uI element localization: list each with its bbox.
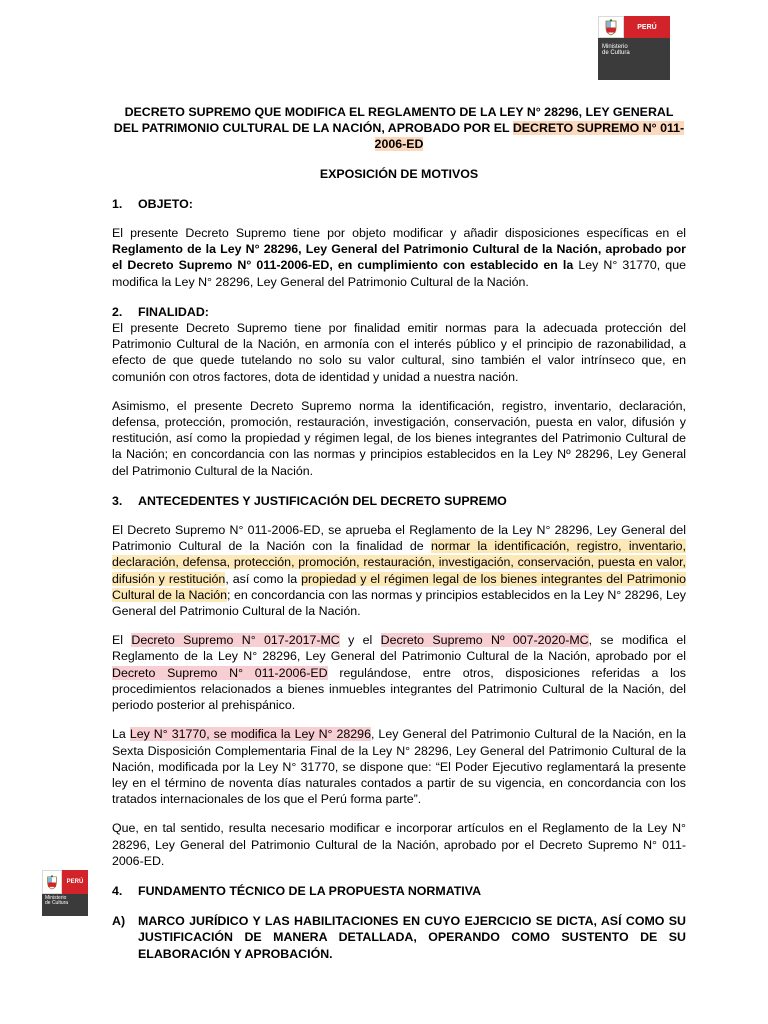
highlighted-decree: Decreto Supremo N° 011-2006-ED	[112, 665, 328, 680]
section-finalidad-paragraph-1: El presente Decreto Supremo tiene por finalidad emitir normas para la adecuada protección del Patrimonio Cultural de la Nación, en armonía con el interés público y el principio de razonabilidad, a efecto de que quede tutelando no solo su valor cultural, sino también el valor intrínseco que, en comunión con otros factores, dota de identidad y unidad a nuestra nación.	[112, 321, 686, 384]
section-antecedentes-paragraph-2: El Decreto Supremo N° 017-2017-MC y el Decreto Supremo Nº 007-2020-MC, se modifica el Reglamento de la Ley N° 28296, Ley General del Patrimonio Cultural de la Nación, aprobado por el Decreto Supremo N° 011-2006-ED regulándose, entre otros, disposiciones referidas a los procedimientos relacionados a bienes inmuebles integrantes del Patrimonio Cultural de la Nación, del periodo posterior al prehispánico.	[112, 633, 686, 713]
section-heading-antecedentes: 3. ANTECEDENTES Y JUSTIFICACIÓN DEL DECRETO SUPREMO	[112, 493, 507, 508]
section-objeto-paragraph: El presente Decreto Supremo tiene por objeto modificar y añadir disposiciones específicas en el Reglamento de la Ley N° 28296, Ley General del Patrimonio Cultural de la Nación, aprobado por el Decreto Supremo N° 011-2006-ED, en cumplimiento con establecido en la Ley N° 31770, que modifica la Ley N° 28296, Ley General del Patrimonio Cultural de la Nación.	[112, 226, 686, 289]
section-antecedentes-paragraph-3: La Ley N° 31770, se modifica la Ley N° 28296, Ley General del Patrimonio Cultural de la Nación, en la Sexta Disposición Complementaria Final de la Ley N° 28296, Ley General del Patrimonio Cultural de la Nación, modificada por la Ley N° 31770, se dispone que: “El Poder Ejecutivo reglamentará la presente ley en el término de noventa días naturales contados a partir de su vigencia, en concordancia con los tratados internacionales de los que el Perú forma parte”.	[112, 727, 686, 807]
highlighted-decree: Decreto Supremo N° 017-2017-MC	[131, 633, 340, 648]
ministerio-cultura-logo	[598, 16, 670, 57]
section-heading-fundamento: 4. FUNDAMENTO TÉCNICO DE LA PROPUESTA NORMATIVA	[112, 883, 482, 898]
document-body	[112, 104, 686, 962]
subsection-heading-marco-juridico: A) MARCO JURÍDICO Y LAS HABILITACIONES EN CUYO EJERCICIO SE DICTA, ASÍ COMO SU JUSTIFICACIÓN DE MANERA DETALLADA, OPERANDO COMO SUSTENTO DE SU ELABORACIÓN Y APROBACIÓN.	[112, 914, 686, 961]
ministerio-cultura-logo-footer	[42, 870, 88, 907]
highlighted-decree: Decreto Supremo Nº 007-2020-MC	[380, 633, 589, 648]
coat-of-arms-icon	[598, 16, 624, 38]
peru-label: PERÚ	[62, 870, 88, 894]
section-heading-objeto: 1. OBJETO:	[112, 196, 193, 211]
highlighted-text: normar la identificación, registro, inventario, declaración, defensa, protección, promoción, restauración, investigación, conservación, puesta en valor, difusión y restitución	[112, 539, 686, 586]
document-subtitle: EXPOSICIÓN DE MOTIVOS	[319, 166, 479, 181]
ministry-label: Ministerio de Cultura	[598, 38, 670, 80]
section-antecedentes-paragraph-4: Que, en tal sentido, resulta necesario modificar e incorporar artículos en el Reglamento de la Ley N° 28296, Ley General del Patrimonio Cultural de la Nación, aprobado por el Decreto Supremo N° 011-2006-ED.	[112, 821, 686, 868]
ministry-label: Ministerio de Cultura	[42, 894, 88, 916]
section-heading-finalidad: 2. FINALIDAD:	[112, 304, 209, 319]
coat-of-arms-icon	[42, 870, 62, 894]
section-antecedentes-paragraph-1: El Decreto Supremo N° 011-2006-ED, se aprueba el Reglamento de la Ley N° 28296, Ley General del Patrimonio Cultural de la Nación con la finalidad de normar la identificación, registro, inventario, declaración, defensa, protección, promoción, restauración, investigación, conservación, puesta en valor, difusión y restitución, así como la propiedad y el régimen legal de los bienes integrantes del Patrimonio Cultural de la Nación; en concordancia con las normas y principios establecidos en la Ley N° 28296, Ley General del Patrimonio Cultural de la Nación.	[112, 523, 687, 619]
document-title: DECRETO SUPREMO QUE MODIFICA EL REGLAMENTO DE LA LEY N° 28296, LEY GENERAL DEL PATRIMONIO CULTURAL DE LA NACIÓN, APROBADO POR EL DECRETO SUPREMO N° 011-2006-ED	[113, 105, 685, 152]
section-finalidad-paragraph-2: Asimismo, el presente Decreto Supremo norma la identificación, registro, inventario, declaración, defensa, protección, promoción, restauración, investigación, conservación, puesta en valor, difusión y restitución, así como la propiedad y régimen legal, de los bienes integrantes del Patrimonio Cultural de la Nación; en concordancia con las normas y principios establecidos en la Ley Nº 28296, Ley General del Patrimonio Cultural de la Nación.	[112, 398, 686, 478]
peru-label: PERÚ	[624, 16, 670, 38]
highlighted-text: propiedad y el régimen legal de los bienes integrantes del Patrimonio Cultural de la Nación	[112, 571, 687, 602]
highlighted-law: Ley N° 31770, se modifica la Ley N° 28296	[129, 727, 371, 742]
highlighted-decree: DECRETO SUPREMO N° 011-2006-ED	[374, 121, 685, 152]
